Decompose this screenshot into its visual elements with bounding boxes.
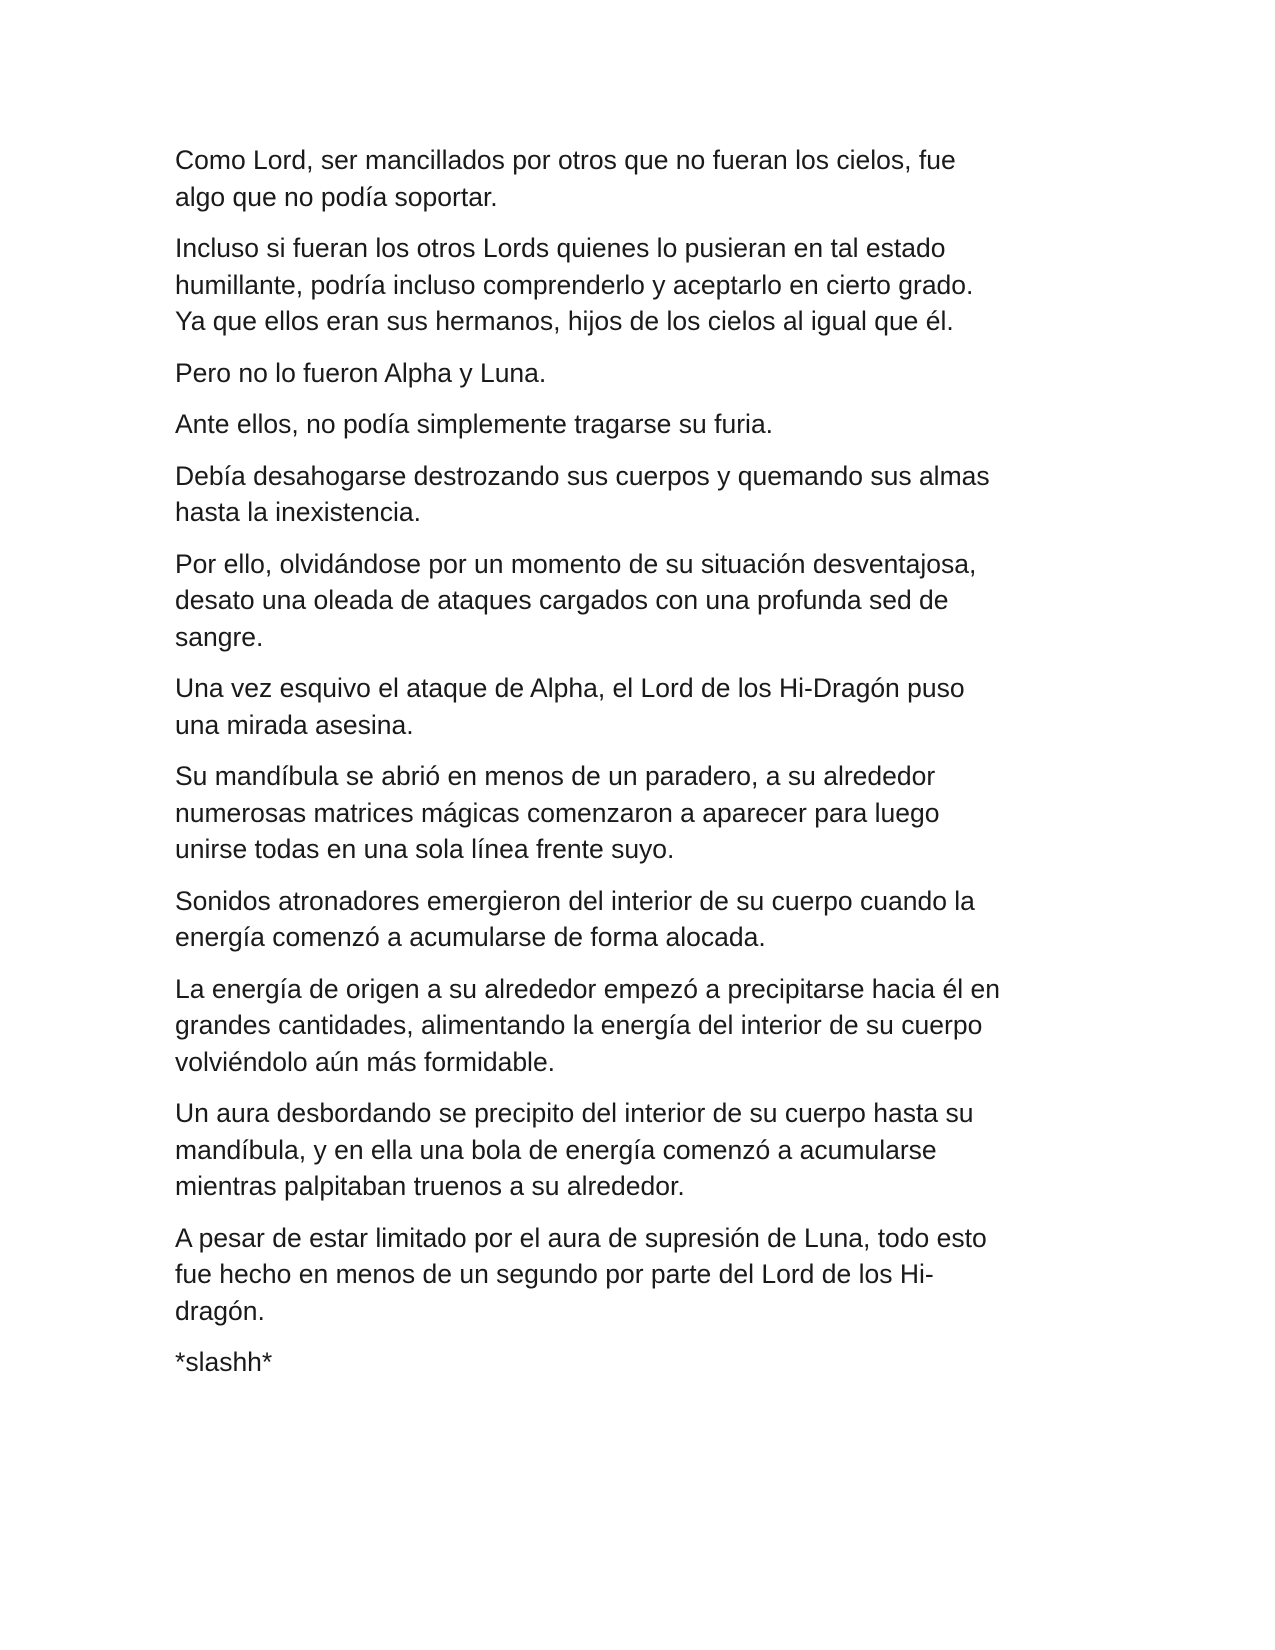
text-line: dragón. [175,1295,265,1326]
paragraph [175,758,1105,868]
text-line: unirse todas en una sola línea frente suyo. [175,834,675,864]
text-line: Ya que ellos eran sus hermanos, hijos de los cielos al igual que él. [175,306,954,336]
paragraph [175,670,1105,743]
body-text [175,142,1105,1396]
text-line: mandíbula, y en ella una bola de energía comenzó a acumularse [175,1134,937,1165]
paragraph [175,971,1105,1081]
paragraph [175,406,1105,443]
text-line: Una vez esquivo el ataque de Alpha, el Lord de los Hi-Dragón puso [175,673,965,703]
text-line: hasta la inexistencia. [175,497,422,527]
text-line: sangre. [175,621,264,652]
text-line: Sonidos atronadores emergieron del interior de su cuerpo cuando la [175,885,975,916]
text-line: grandes cantidades, alimentando la energía del interior de su cuerpo [175,1010,983,1040]
text-line: humillante, podría incluso comprenderlo y aceptarlo en cierto grado. [175,269,974,300]
text-line: Como Lord, ser mancillados por otros que no fueran los cielos, fue [175,145,956,175]
paragraph [175,1220,1105,1330]
text-line: *slashh* [175,1347,273,1377]
text-line: una mirada asesina. [175,709,414,740]
paragraph [175,1344,1105,1381]
text-line: energía comenzó a acumularse de forma alocada. [175,922,766,952]
text-line: numerosas matrices mágicas comenzaron a aparecer para luego [175,797,940,828]
text-line: Por ello, olvidándose por un momento de su situación desventajosa, [175,548,977,579]
text-line: Su mandíbula se abrió en menos de un paradero, a su alrededor [175,761,936,791]
text-line: La energía de origen a su alrededor empezó a precipitarse hacia él en [175,973,1000,1004]
text-line: Pero no lo fueron Alpha y Luna. [175,357,547,388]
paragraph [175,142,1105,215]
text-line: Debía desahogarse destrozando sus cuerpos y quemando sus almas [175,460,990,491]
text-line: Un aura desbordando se precipito del interior de su cuerpo hasta su [175,1098,974,1128]
text-line: Incluso si fueran los otros Lords quienes lo pusieran en tal estado [175,233,946,263]
paragraph [175,458,1105,531]
text-line: Ante ellos, no podía simplemente tragarse su furia. [175,409,774,439]
paragraph [175,230,1105,340]
text-line: desato una oleada de ataques cargados con una profunda sed de [175,585,949,615]
paragraph [175,1095,1105,1205]
paragraph [175,546,1105,656]
text-line: mientras palpitaban truenos a su alrededor. [175,1171,685,1201]
text-line: A pesar de estar limitado por el aura de supresión de Luna, todo esto [175,1222,987,1253]
text-line: volviéndolo aún más formidable. [175,1046,556,1077]
paragraph [175,355,1105,392]
text-line: algo que no podía soportar. [175,181,498,212]
paragraph [175,883,1105,956]
text-line: fue hecho en menos de un segundo por parte del Lord de los Hi- [175,1259,934,1289]
